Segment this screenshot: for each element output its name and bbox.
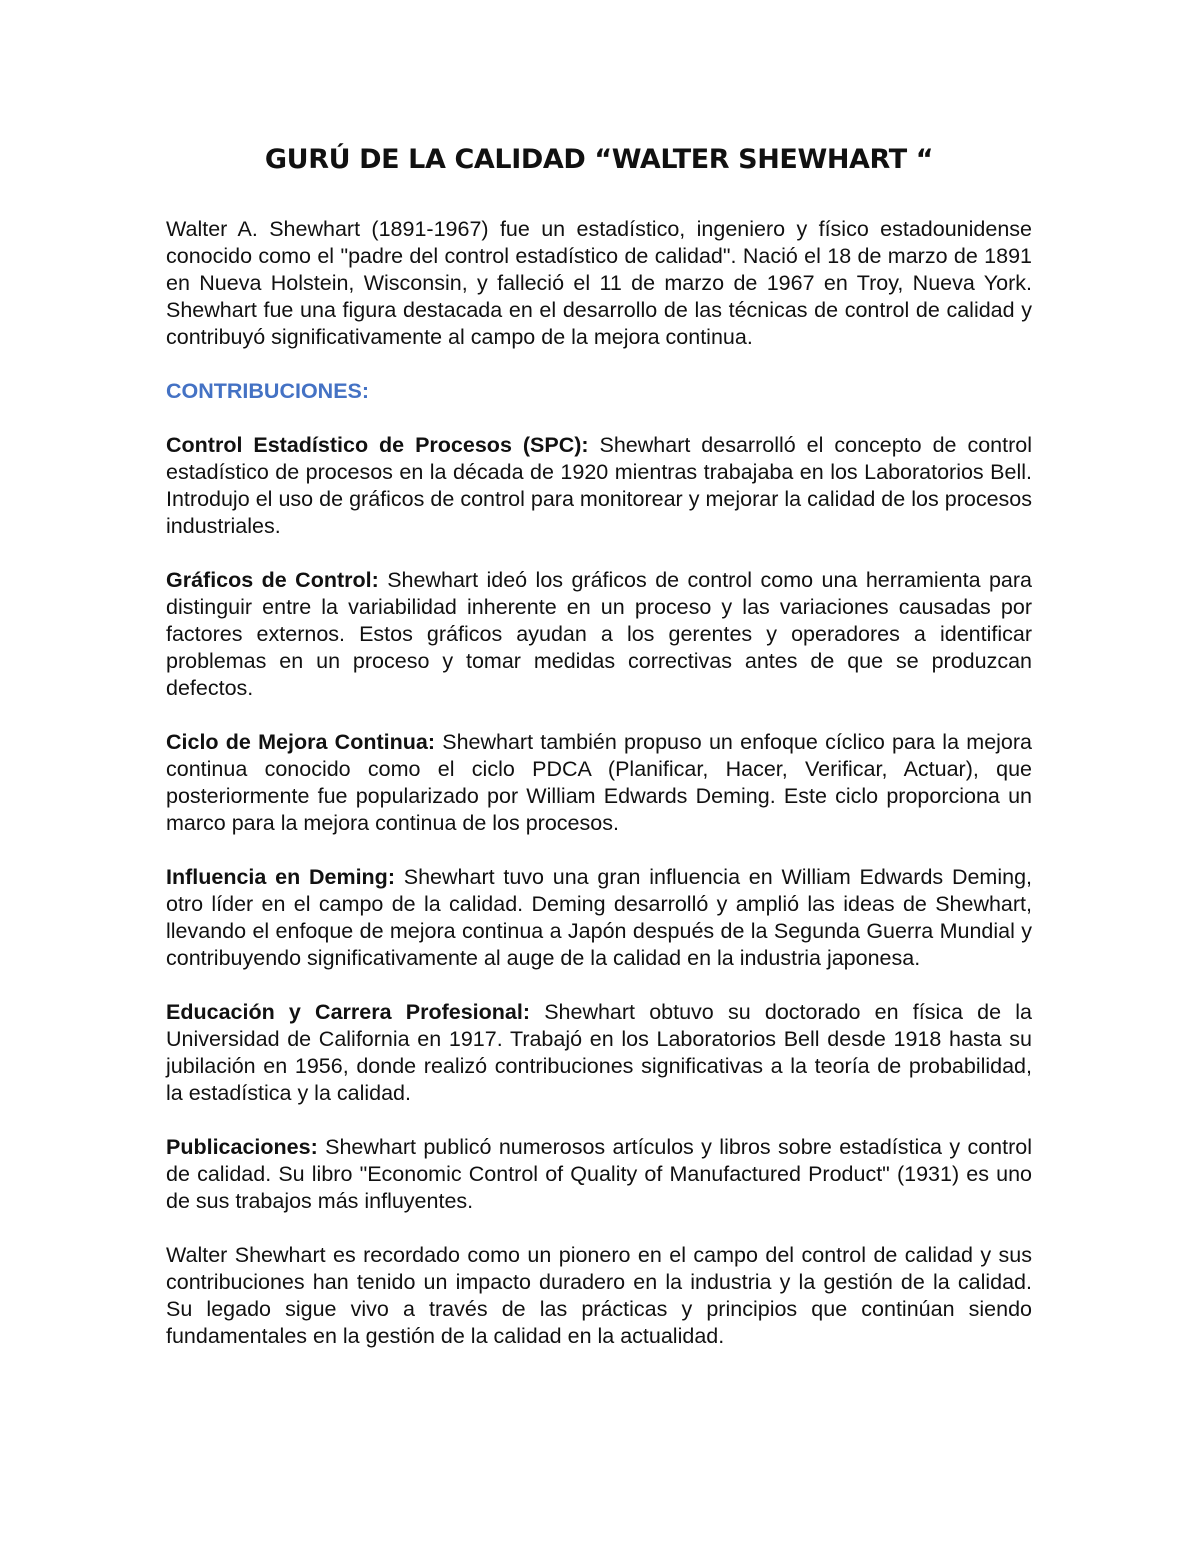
section-control-charts bbox=[166, 567, 1032, 702]
section-deming-influence-text: Shewhart tuvo una gran influencia en William Edwards Deming, otro líder en el campo de la calidad. Deming desarrolló y amplió las ideas de Shewhart, llevando el enfoque de mejora continua a Japón después de la Segunda Guerra Mundial y contribuyendo significativamente al auge de la calidad en la industria japonesa. bbox=[166, 865, 1033, 970]
section-continuous-improvement bbox=[166, 729, 1032, 837]
section-education-career-text: Shewhart obtuvo su doctorado en física de la Universidad de California en 1917. Trabajó en los Laboratorios Bell desde 1918 hasta su jubilación en 1956, donde realizó contribuciones significativas a la teoría de probabilidad, la estadística y la calidad. bbox=[166, 1000, 1032, 1105]
section-spc-text: Shewhart desarrolló el concepto de control estadístico de procesos en la década de 1920 mientras trabajaba en los Laboratorios Bell. Introdujo el uso de gráficos de control para monitorear y mejorar la calidad de los procesos industriales. bbox=[166, 433, 1032, 538]
section-control-charts-label: Gráficos de Control: bbox=[166, 568, 379, 592]
document-body bbox=[166, 140, 1032, 1377]
document-title: GURÚ DE LA CALIDAD “WALTER SHEWHART “ bbox=[264, 144, 934, 175]
section-spc-label: Control Estadístico de Procesos (SPC): bbox=[166, 433, 589, 457]
section-education-career bbox=[166, 999, 1032, 1107]
section-deming-influence-label: Influencia en Deming: bbox=[166, 865, 395, 889]
section-continuous-improvement-label: Ciclo de Mejora Continua: bbox=[166, 730, 435, 754]
section-continuous-improvement-text: Shewhart también propuso un enfoque cíclico para la mejora continua conocido como el ciclo PDCA (Planificar, Hacer, Verificar, Actuar), que posteriormente fue popularizado por William Edwards Deming. Este ciclo proporciona un marco para la mejora continua de los procesos. bbox=[166, 730, 1032, 835]
intro-paragraph: Walter A. Shewhart (1891-1967) fue un estadístico, ingeniero y físico estadounidense conocido como el "padre del control estadístico de calidad". Nació el 18 de marzo de 1891 en Nueva Holstein, Wisconsin, y falleció el 11 de marzo de 1967 en Troy, Nueva York. Shewhart fue una figura destacada en el desarrollo de las técnicas de control de calidad y contribuyó significativamente al campo de la mejora continua. bbox=[166, 217, 1032, 349]
contributions-heading: CONTRIBUCIONES: bbox=[166, 379, 370, 403]
section-education-career-label: Educación y Carrera Profesional: bbox=[166, 1000, 530, 1024]
conclusion-paragraph: Walter Shewhart es recordado como un pionero en el campo del control de calidad y sus contribuciones han tenido un impacto duradero en la industria y la gestión de la calidad. Su legado sigue vivo a través de las prácticas y principios que continúan siendo fundamentales en la gestión de la calidad en la actualidad. bbox=[166, 1243, 1032, 1348]
section-spc bbox=[166, 432, 1032, 540]
section-publications-text: Shewhart publicó numerosos artículos y libros sobre estadística y control de calidad. Su libro "Economic Control of Quality of Manufactured Product" (1931) es uno de sus trabajos más influyentes. bbox=[166, 1135, 1032, 1213]
section-control-charts-text: Shewhart ideó los gráficos de control como una herramienta para distinguir entre la variabilidad inherente en un proceso y las variaciones causadas por factores externos. Estos gráficos ayudan a los gerentes y operadores a identificar problemas en un proceso y tomar medidas correctivas antes de que se produzcan defectos. bbox=[166, 568, 1033, 700]
section-deming-influence bbox=[166, 864, 1032, 972]
section-publications bbox=[166, 1134, 1032, 1215]
section-publications-label: Publicaciones: bbox=[166, 1135, 318, 1159]
